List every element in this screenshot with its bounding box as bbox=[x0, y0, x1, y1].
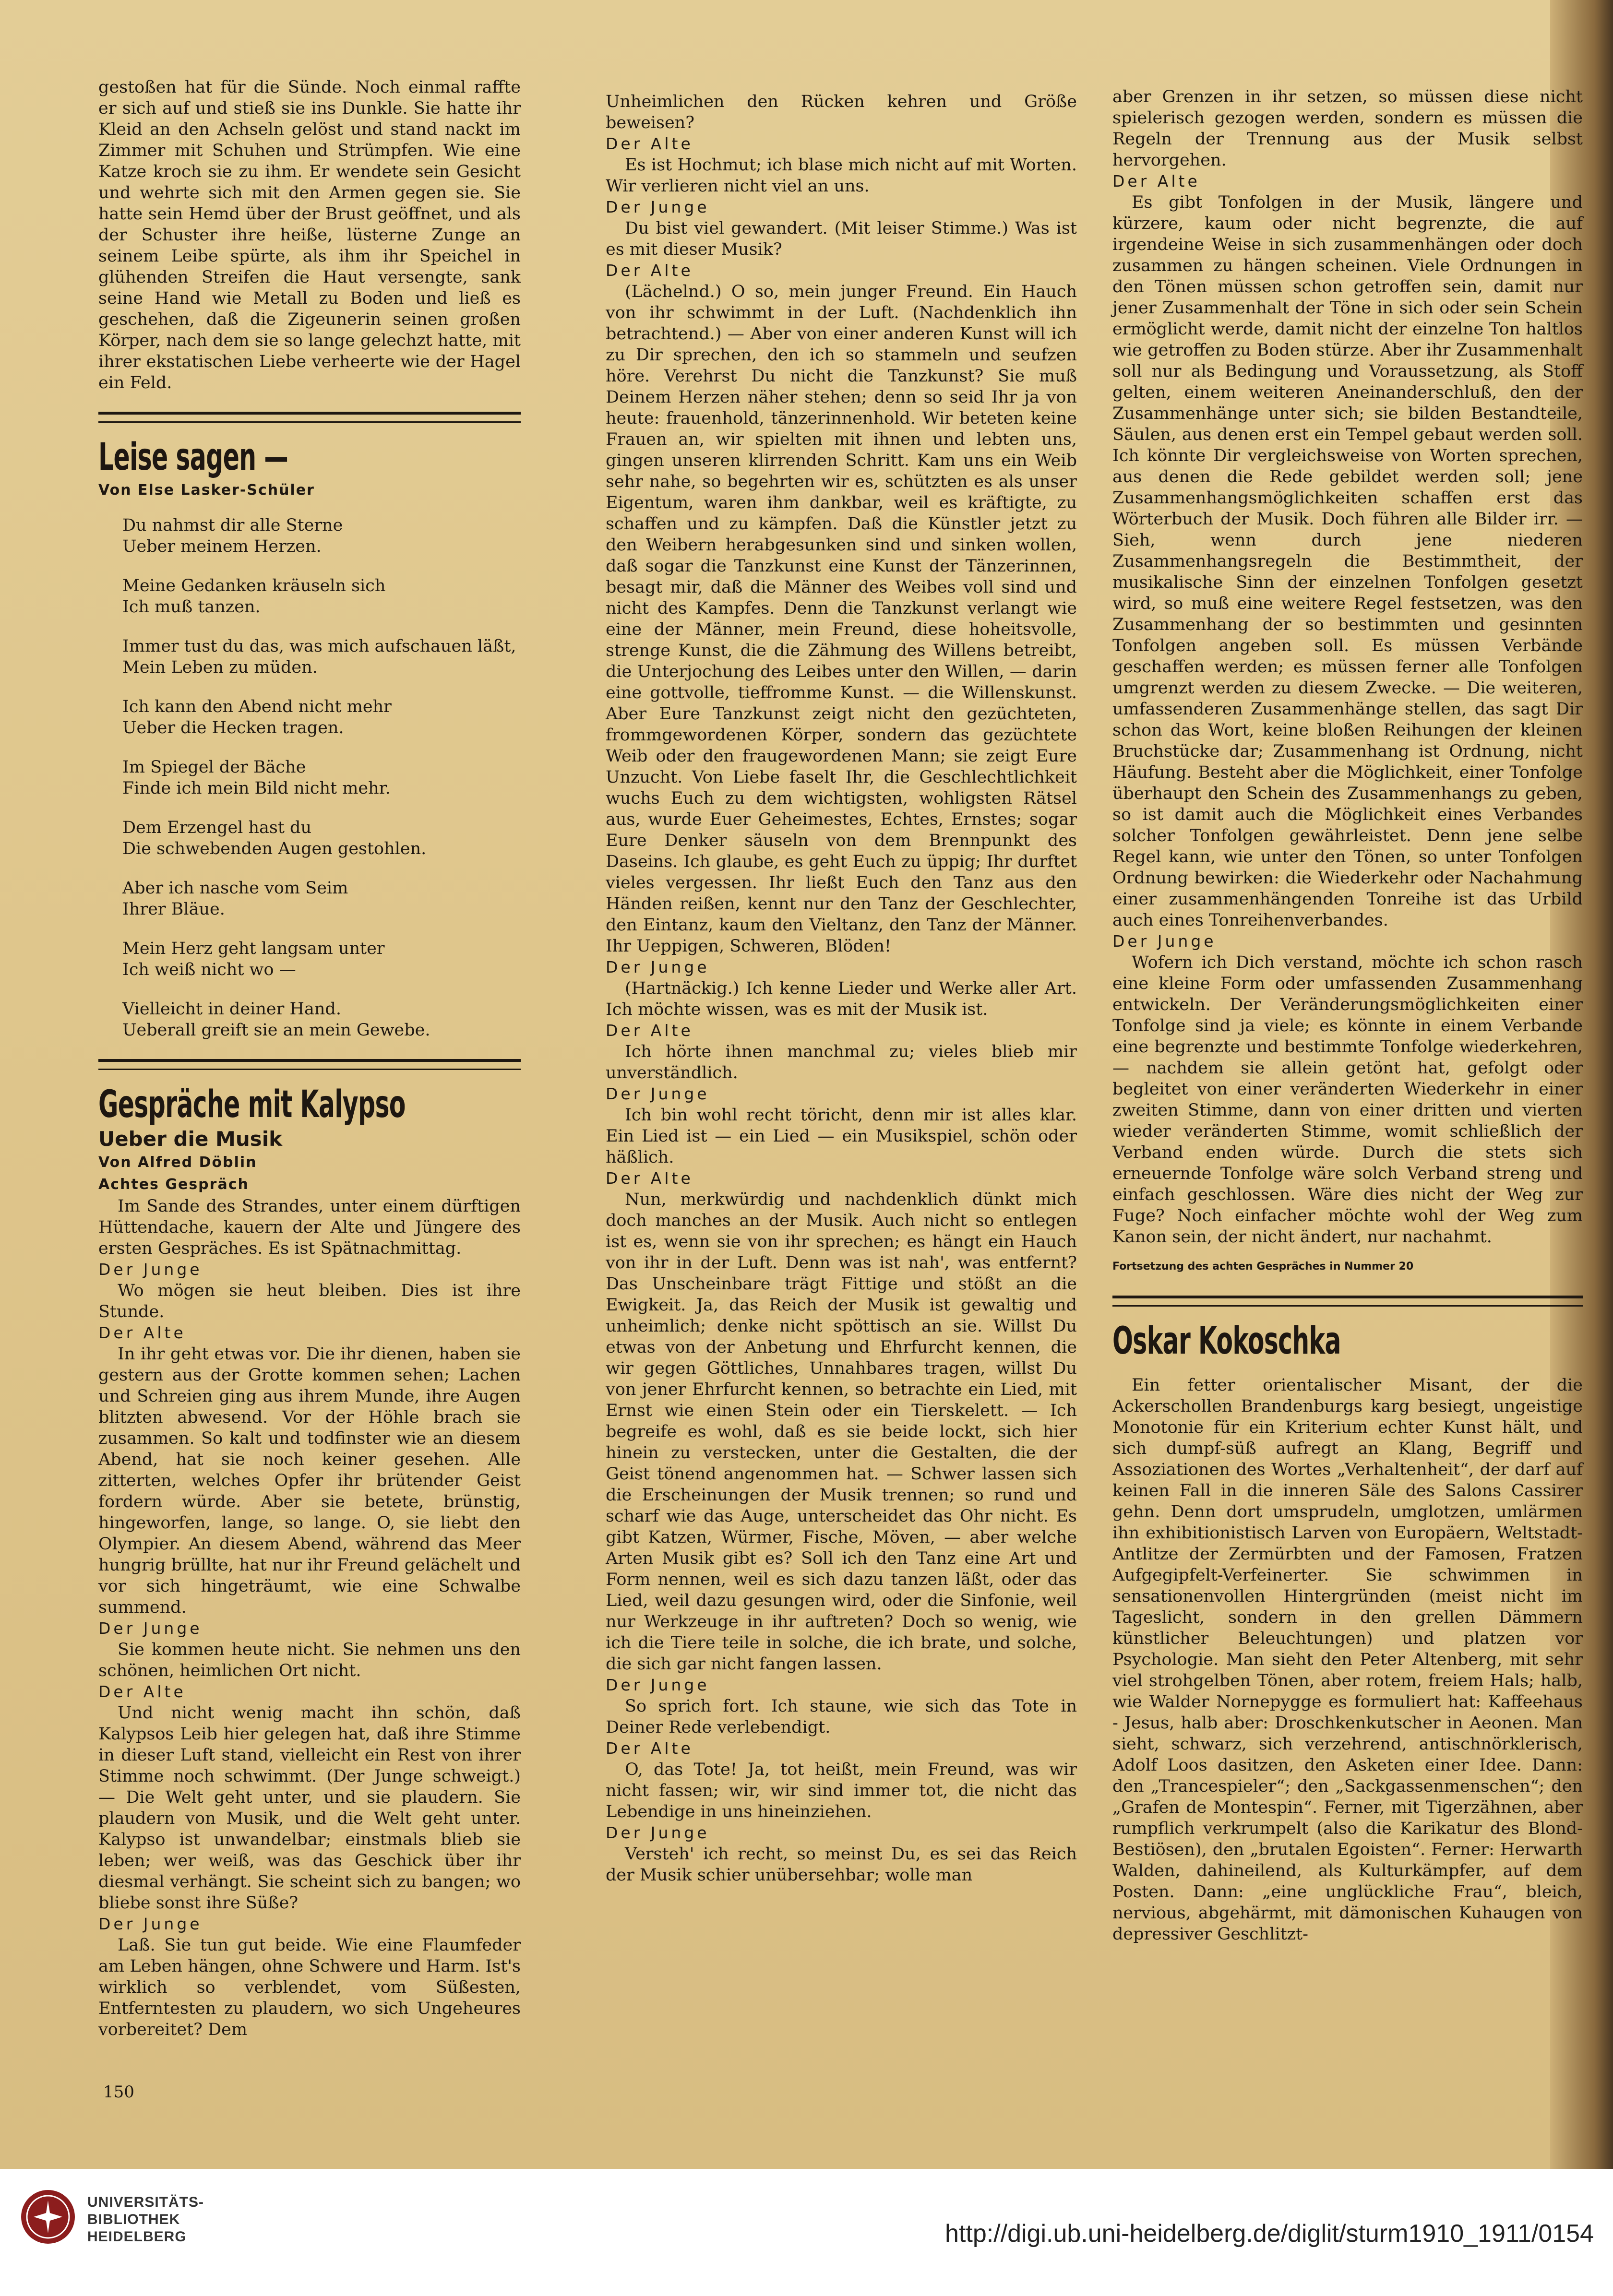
institution-name bbox=[87, 2194, 204, 2246]
article-part: Achtes Gespräch bbox=[98, 1176, 249, 1193]
institution-line: BIBLIOTHEK bbox=[87, 2212, 180, 2227]
paragraph: Ein fetter orientalischer Misant, der die Ackerschollen Brandenburgs karg besiegt, ungeistige Monotonie für ein Kriterium echter Kunst hält, und sich dumpf-süß aufregt an Klang, Begriff und Assoziationen des Wortes „Verhaltenheit“, der darf auf keinen Fall in die inneren Säle des Salons Cassirer gehn. Denn dort umsprudeln, umglotzen, umlärmen ihn exhibitionistisch Larven von Europäern, Weltstadt-Antlitze der Zermürbten und der Famosen, Fratzen Aufgegipfelt-Verfeinerter. Sie schwimmen in sensationenvollen Hintergründen (meist nicht im Tageslicht, sondern in den grellen Dämmern künstlicher Beleuchtungen) und platzen vor Psychologie. Man sieht den Peter Altenberg, mit sehr viel strohgelben Tönen, aber rotem, freiem Hals; halb, wie Walder Nornepygge es formuliert hat: Kaffeehaus - Jesus, halb aber: Droschkenkutscher in Aeonen. Man sieht, schwarz, sich verzehrend, antischnörklerisch, Adolf Loos dasitzen, den Asketen einer Idee. Dann: den „Trancespieler“; den „Sackgassenmenschen“; den „Grafen de Montespin“. Ferner, mit Tigerzähnen, aber rumpflich verkrumpelt (also die Karikatur des Blond-Bestiösen), den „brutalen Egoisten“. Ferner: Herwarth Walden, dahineilend, als Kulturkämpfer, auf dem Posten. Dann: „eine unglückliche Frau“, bleich, nervious, abgehärmt, mit dämonischen Kuhaugen von depressiver Geschlitzt- bbox=[1112, 1376, 1583, 1944]
page-number: 150 bbox=[103, 2082, 134, 2102]
paragraph: Es gibt Tonfolgen in der Musik, längere und kürzere, kaum oder nicht begrenzte, die auf irgendeine Weise in sich zusammenhängen oder doch zusammen zu hängen scheinen. Viele Ordnungen in den Tönen müssen schon getroffen sein, damit nur jener Zusammenhalt der Töne in sich oder sein Schein ermöglicht werde, damit nicht der einzelne Ton haltlos wie getroffen zu Boden stürze. Aber ihr Zusammenhalt soll nur als Bedingung und Voraussetzung, als Stoff gelten, einem weiteren Aneinanderschluß, den der Zusammenhänge unter sich; sie bilden Bestandteile, Säulen, aus denen erst ein Tempel gebaut werden soll. Ich könnte Dir vergleichsweise von Worten sprechen, aus denen die Rede gebildet werden soll; jene Zusammenhangsmöglichkeiten schaffen erst das Wörterbuch der Musik. Doch führen alle Bilder irr. — Sieh, wenn durch jene niederen Zusammenhangsregeln die Bestimmtheit, der musikalische Sinn der einzelnen Tonfolgen gesetzt wird, so muß eine weitere Regel festsetzen, was den Zusammenhang der so bestimmten und gesinnten Tonfolgen angeben soll. Es müssen Verbände geschaffen werden; es müssen ferner alle Tonfolgen umgrenzt werden zu diesem Zwecke. — Die weiteren, umfassenderen Zusammenhänge stellen, das sagt Dir schon das Wort, keine bloßen Reihungen der kleinen Bruchstücke dar; Zusammenhang ist Ordnung, nicht Häufung. Besteht aber die Möglichkeit, einer Tonfolge überhaupt den Schein des Zusammenhangs zu geben, so ist damit auch die Möglichkeit eines Verbandes solcher Tonfolgen gewährleistet. Denn jene selbe Regel kann, wie unter den Tönen, so unter Tonfolgen Ordnung bewirken: die Wiederkehr oder Nachahmung einer zusammenhängenden Tonreihe ist das Urbild auch eines Tonreihenverbandes. bbox=[1112, 193, 1583, 930]
section-rule bbox=[98, 1059, 521, 1070]
poem-line: Ueber meinem Herzen. bbox=[122, 537, 322, 556]
speaker: Der Alte bbox=[1112, 172, 1200, 190]
speaker: Der Junge bbox=[98, 1915, 203, 1933]
poem-stanza bbox=[122, 575, 521, 618]
speaker: Der Alte bbox=[98, 1323, 186, 1342]
paragraph: (Lächelnd.) O so, mein junger Freund. Ein Hauch von ihr schwimmt in der Luft. (Nachdenklich ihn betrachtend.) — Aber von einer anderen Kunst will ich zu Dir sprechen, den ich so stammeln und seufzen höre. Verehrst Du nicht die Tanzkunst? Sie muß Deinem Herzen näher stehen; denn so seid Ihr ja von heute: frauenhold, tänzerinnenhold. Wir beteten keine Frauen an, wir spielten mit ihnen und lebten uns, gingen unseren klirrenden Schritt. Kam uns ein Weib sehr nahe, so begehrten wir es, schützten es als unser Eigentum, waren ihm dankbar, weil es kräftigte, zu schaffen und zu kämpfen. Daß die Künstler jetzt zu den Weibern herabgesunken sind und sinken wollen, daß sogar die Tanzkunst eine Kunst der Tänzerinnen, besagt mir, daß die Männer des Weibes voll sind und nicht des Kampfes. Denn die Tanzkunst verlangt wie eine der Männer, mein Freund, diese hoheitsvolle, strenge Kunst, die die Zähmung des Willens betreibt, die Unterjochung des Leibes unter den Willen, — darin eine gottvolle, tieffromme Kunst. — die Willenskunst. Aber Eure Tanzkunst zeigt nicht den gezüchteten, frommgewordenen Körper, sondern das gezüchtete Weib oder den fraugewordenen Mann; sie zeigt Eure Unzucht. Von Liebe faselt Ihr, die Geschlechtlichkeit wuchs Euch zu dem wichtigsten, wohligsten Rätsel aus, wurde Euer Geheimestes, Echtes, Ernstes; sogar Eure Denker säuseln von dem Brennpunkt des Daseins. Ich glaube, es geht Euch zu üppig; Ihr durftet vieles vergessen. Ihr ließt Euch den Tanz aus den Händen reißen, kennt nur den Tanz der Geschlechter, den Eintanz, kaum den Vieltanz, den Tanz der Männer. Ihr Ueppigen, Schweren, Blöden! bbox=[606, 282, 1077, 956]
speaker: Der Junge bbox=[606, 1084, 710, 1103]
poem-line: Ich muß tanzen. bbox=[122, 597, 261, 617]
speaker: Der Junge bbox=[1112, 932, 1217, 951]
speaker: Der Junge bbox=[606, 198, 710, 216]
section-rule bbox=[1112, 1296, 1583, 1307]
paragraph: Ich hörte ihnen manchmal zu; vieles blieb mir unverständlich. bbox=[606, 1042, 1077, 1083]
poem-line: Mein Herz geht langsam unter bbox=[122, 939, 385, 958]
poem-stanza bbox=[122, 757, 521, 799]
paragraph: aber Grenzen in ihr setzen, so müssen diese nicht spielerisch gezogen werden, sondern es müssen die Regeln der Trennung aus der Musik selbst hervorgehen. bbox=[1112, 87, 1583, 170]
paragraph: Wofern ich Dich verstand, möchte ich schon rasch eine kleine Form oder umfassenden Zusammenhang entwickeln. Der Veränderungsmöglichkeiten einer Tonfolge sind ja viele; es könnte in einem Verbande eine begrenzte und bestimmte Tonfolge wiederkehren, — nachdem sie allein getönt hat, gefolgt oder begleitet von einer veränderten Wiederkehr in einer zweiten Stimme, dann von einer dritten und vierten wieder veränderten Stimme, womit schließlich der Verband enden würde. Durch die stets sich erneuernde Tonfolge wäre solch Verband streng und einfach geschlossen. Wäre dies nicht der Weg zur Fuge? Noch einfacher möchte wohl der Weg zum Kanon sein, der nicht ändert, nur nachahmt. bbox=[1112, 953, 1583, 1247]
poem-line: Finde ich mein Bild nicht mehr. bbox=[122, 779, 391, 798]
poem-line: Dem Erzengel hast du bbox=[122, 818, 312, 837]
poem-line: Immer tust du das, was mich aufschauen läßt, bbox=[122, 637, 516, 656]
poem-line: Ich weiß nicht wo — bbox=[122, 960, 296, 979]
poem-stanza bbox=[122, 636, 521, 678]
speaker: Der Alte bbox=[606, 1021, 693, 1040]
speaker: Der Alte bbox=[606, 261, 693, 280]
speaker: Der Junge bbox=[606, 1676, 710, 1694]
speaker: Der Junge bbox=[98, 1260, 203, 1279]
paragraph: Du bist viel gewandert. (Mit leiser Stimme.) Was ist es mit dieser Musik? bbox=[606, 219, 1077, 259]
institution-line: HEIDELBERG bbox=[87, 2229, 187, 2245]
permalink-url[interactable]: http://digi.ub.uni-heidelberg.de/diglit/sturm1910_1911/0154 bbox=[945, 2220, 1594, 2248]
paragraph: In ihr geht etwas vor. Die ihr dienen, haben sie gestern aus der Grotte kommen sehen; Lachen und Schreien ging aus ihrem Munde, ihre Augen blitzten abwesend. Vor der Höhle brach sie zusammen. So kalt und todfinster wie an diesem Abend, hat sie noch keiner gesehen. Alle zitterten, welches Opfer ihr brütender Geist fordern würde. Aber sie betete, brünstig, hingeworfen, lange, so lange. O, sie liebt den Olympier. An diesem Abend, während das Meer hungrig brüllte, hat nur ihr Freund gelächelt und vor sich hingeträumt, wie eine Schwalbe summend. bbox=[98, 1344, 521, 1617]
poem-title: Leise sagen — bbox=[98, 436, 288, 479]
poem-line: Ueber die Hecken tragen. bbox=[122, 718, 344, 738]
article-subtitle: Ueber die Musik bbox=[98, 1127, 283, 1151]
paragraph: Wo mögen sie heut bleiben. Dies ist ihre Stunde. bbox=[98, 1281, 521, 1321]
poem-line: Du nahmst dir alle Sterne bbox=[122, 516, 343, 535]
paragraph: Nun, merkwürdig und nachdenklich dünkt mich doch manches an der Musik. Auch nicht so entlegen ist es, wenn sie von ihr sprechen; es hängt ein Hauch von ihr in der Luft. Denn was ist nah', was entfernt? Das Unscheinbare trägt Fittige und stößt an die Ewigkeit. Ja, das Reich der Musik ist gewaltig und unheimlich; denke nicht spöttisch an sie. Willst Du etwas von der Anbetung und Ehrfurcht kennen, die wir gegen Göttliches, Unnahbares tragen, willst Du von jener Ehrfurcht kennen, so betrachte ein Lied, mit Ernst wie einen Stein oder ein Tierskelett. — Ich begreife es wohl, daß es sie beide lockt, sich hier hinein zu verstecken, unter die Gestalten, die der Geist tönend angenommen hat. — Schwer lassen sich die Erscheinungen der Musik trennen; so rund und scharf wie das Auge, unterscheidet das Ohr nicht. Es gibt Katzen, Würmer, Fische, Möven, — aber welche Arten Musik gibt es? Soll ich den Tanz eine Art und Form nennen, weil es sich dazu tanzen läßt, oder das Lied, weil dazu gesungen wird, oder die Sinfonie, weil nur Werkzeuge in ihr auftreten? Doch so wenig, wie ich die Tiere teile in solche, die ich brate, und solche, die sich gar nicht fangen lassen. bbox=[606, 1190, 1077, 1674]
paragraph: O, das Tote! Ja, tot heißt, mein Freund, was wir nicht fassen; wir, wir sind immer tot, die nicht das Lebendige in uns hineinziehen. bbox=[606, 1760, 1077, 1821]
section-rule bbox=[98, 412, 521, 423]
continuation-note: Fortsetzung des achten Gespräches in Nummer 20 bbox=[1112, 1261, 1414, 1273]
paragraph: Sie kommen heute nicht. Sie nehmen uns den schönen, heimlichen Ort nicht. bbox=[98, 1640, 521, 1680]
speaker: Der Alte bbox=[606, 1169, 693, 1188]
poem-line: Ihrer Bläue. bbox=[122, 900, 225, 919]
institution-line: UNIVERSITÄTS- bbox=[87, 2194, 204, 2210]
poem-line: Vielleicht in deiner Hand. bbox=[122, 999, 341, 1019]
article-author: Von Alfred Döblin bbox=[98, 1154, 257, 1171]
poem-stanza bbox=[122, 817, 521, 859]
poem-author: Von Else Lasker-Schüler bbox=[98, 482, 315, 499]
poem-stanza bbox=[122, 515, 521, 557]
poem-stanza bbox=[122, 878, 521, 920]
poem bbox=[122, 515, 521, 1041]
paragraph: Laß. Sie tun gut beide. Wie eine Flaumfeder am Leben hängen, ohne Schwere und Harm. Ist's wirklich so verblendet, vom Süßesten, Entferntesten zu plaudern, wo sich Ungeheures vorbereitet? Dem bbox=[98, 1936, 521, 2039]
column-1 bbox=[98, 77, 521, 2040]
story-ending: gestoßen hat für die Sünde. Noch einmal raffte er sich auf und stieß sie ins Dunkle. Sie hatte ihr Kleid an den Achseln gelöst und stand nackt im Zimmer mit Schuhen und Strümpfen. Wie eine Katze kroch sie zu ihm. Er wendete sein Gesicht und wehrte sich mit den Armen gegen sie. Sie hatte sein Hemd über der Brust geöffnet, und als der Schuster ihre heiße, lüsterne Zunge an seinem Leibe spürte, als ihm ihr Speichel in glühenden Streifen die Haut versengte, sank seine Hand wie Metall zu Boden und ließ es geschehen, daß die Zigeunerin seinen großen Körper, nach dem sie so lange gelechzt hatte, mit ihrer ekstatischen Liebe verheerte wie der Hagel ein Feld. bbox=[98, 78, 521, 393]
poem-line: Ich kann den Abend nicht mehr bbox=[122, 697, 392, 716]
poem-line: Im Spiegel der Bäche bbox=[122, 758, 306, 777]
paragraph: So sprich fort. Ich staune, wie sich das Tote in Deiner Rede verlebendigt. bbox=[606, 1697, 1077, 1737]
column-2 bbox=[606, 91, 1077, 1886]
poem-stanza bbox=[122, 999, 521, 1041]
column-3 bbox=[1112, 86, 1583, 1945]
paragraph: Und nicht wenig macht ihn schön, daß Kalypsos Leib hier gelegen hat, daß ihre Stimme in dieser Luft stand, vielleicht ein Rest von ihrer Stimme noch schwimmt. (Der Junge schweigt.) — Die Welt geht unter, und sie plaudern. Sie plaudern von Musik, und die Welt geht unter. Kalypso ist unwandelbar; einstmals blieb sie leben; wer weiß, was das Geschick über ihr diesmal verhängt. Sie scheint sich zu bangen; wo bliebe sonst ihre Süße? bbox=[98, 1703, 521, 1913]
poem-line: Die schwebenden Augen gestohlen. bbox=[122, 839, 427, 858]
article-title: Gespräche mit Kalypso bbox=[98, 1083, 406, 1126]
speaker: Der Alte bbox=[606, 134, 693, 153]
speaker: Der Junge bbox=[98, 1619, 203, 1638]
poem-line: Aber ich nasche vom Seim bbox=[122, 879, 348, 898]
poem-line: Meine Gedanken kräuseln sich bbox=[122, 576, 386, 595]
speaker: Der Junge bbox=[606, 1823, 710, 1842]
poem-stanza bbox=[122, 938, 521, 980]
poem-line: Ueberall greift sie an mein Gewebe. bbox=[122, 1021, 430, 1040]
paragraph: Unheimlichen den Rücken kehren und Größe beweisen? bbox=[606, 92, 1077, 132]
paragraph: Ich bin wohl recht töricht, denn mir ist alles klar. Ein Lied ist — ein Lied — ein Musikspiel, schön oder häßlich. bbox=[606, 1106, 1077, 1167]
speaker: Der Alte bbox=[98, 1682, 186, 1701]
poem-line: Mein Leben zu müden. bbox=[122, 658, 318, 677]
speaker: Der Junge bbox=[606, 958, 710, 976]
poem-stanza bbox=[122, 696, 521, 738]
paragraph: Im Sande des Strandes, unter einem dürftigen Hüttendache, kauern der Alte und Jüngere des ersten Gespräches. Es ist Spätnachmittag. bbox=[98, 1197, 521, 1258]
article-title-kokoschka: Oskar Kokoschka bbox=[1112, 1320, 1341, 1363]
speaker: Der Alte bbox=[606, 1739, 693, 1758]
paragraph: Es ist Hochmut; ich blase mich nicht auf mit Worten. Wir verlieren nicht viel an uns. bbox=[606, 155, 1077, 196]
university-seal-icon bbox=[19, 2188, 77, 2246]
paragraph: (Hartnäckig.) Ich kenne Lieder und Werke aller Art. Ich möchte wissen, was es mit der Musik ist. bbox=[606, 979, 1077, 1019]
viewer-footer bbox=[0, 2169, 1613, 2296]
paragraph: Versteh' ich recht, so meinst Du, es sei das Reich der Musik schier unübersehbar; wolle man bbox=[606, 1844, 1077, 1885]
